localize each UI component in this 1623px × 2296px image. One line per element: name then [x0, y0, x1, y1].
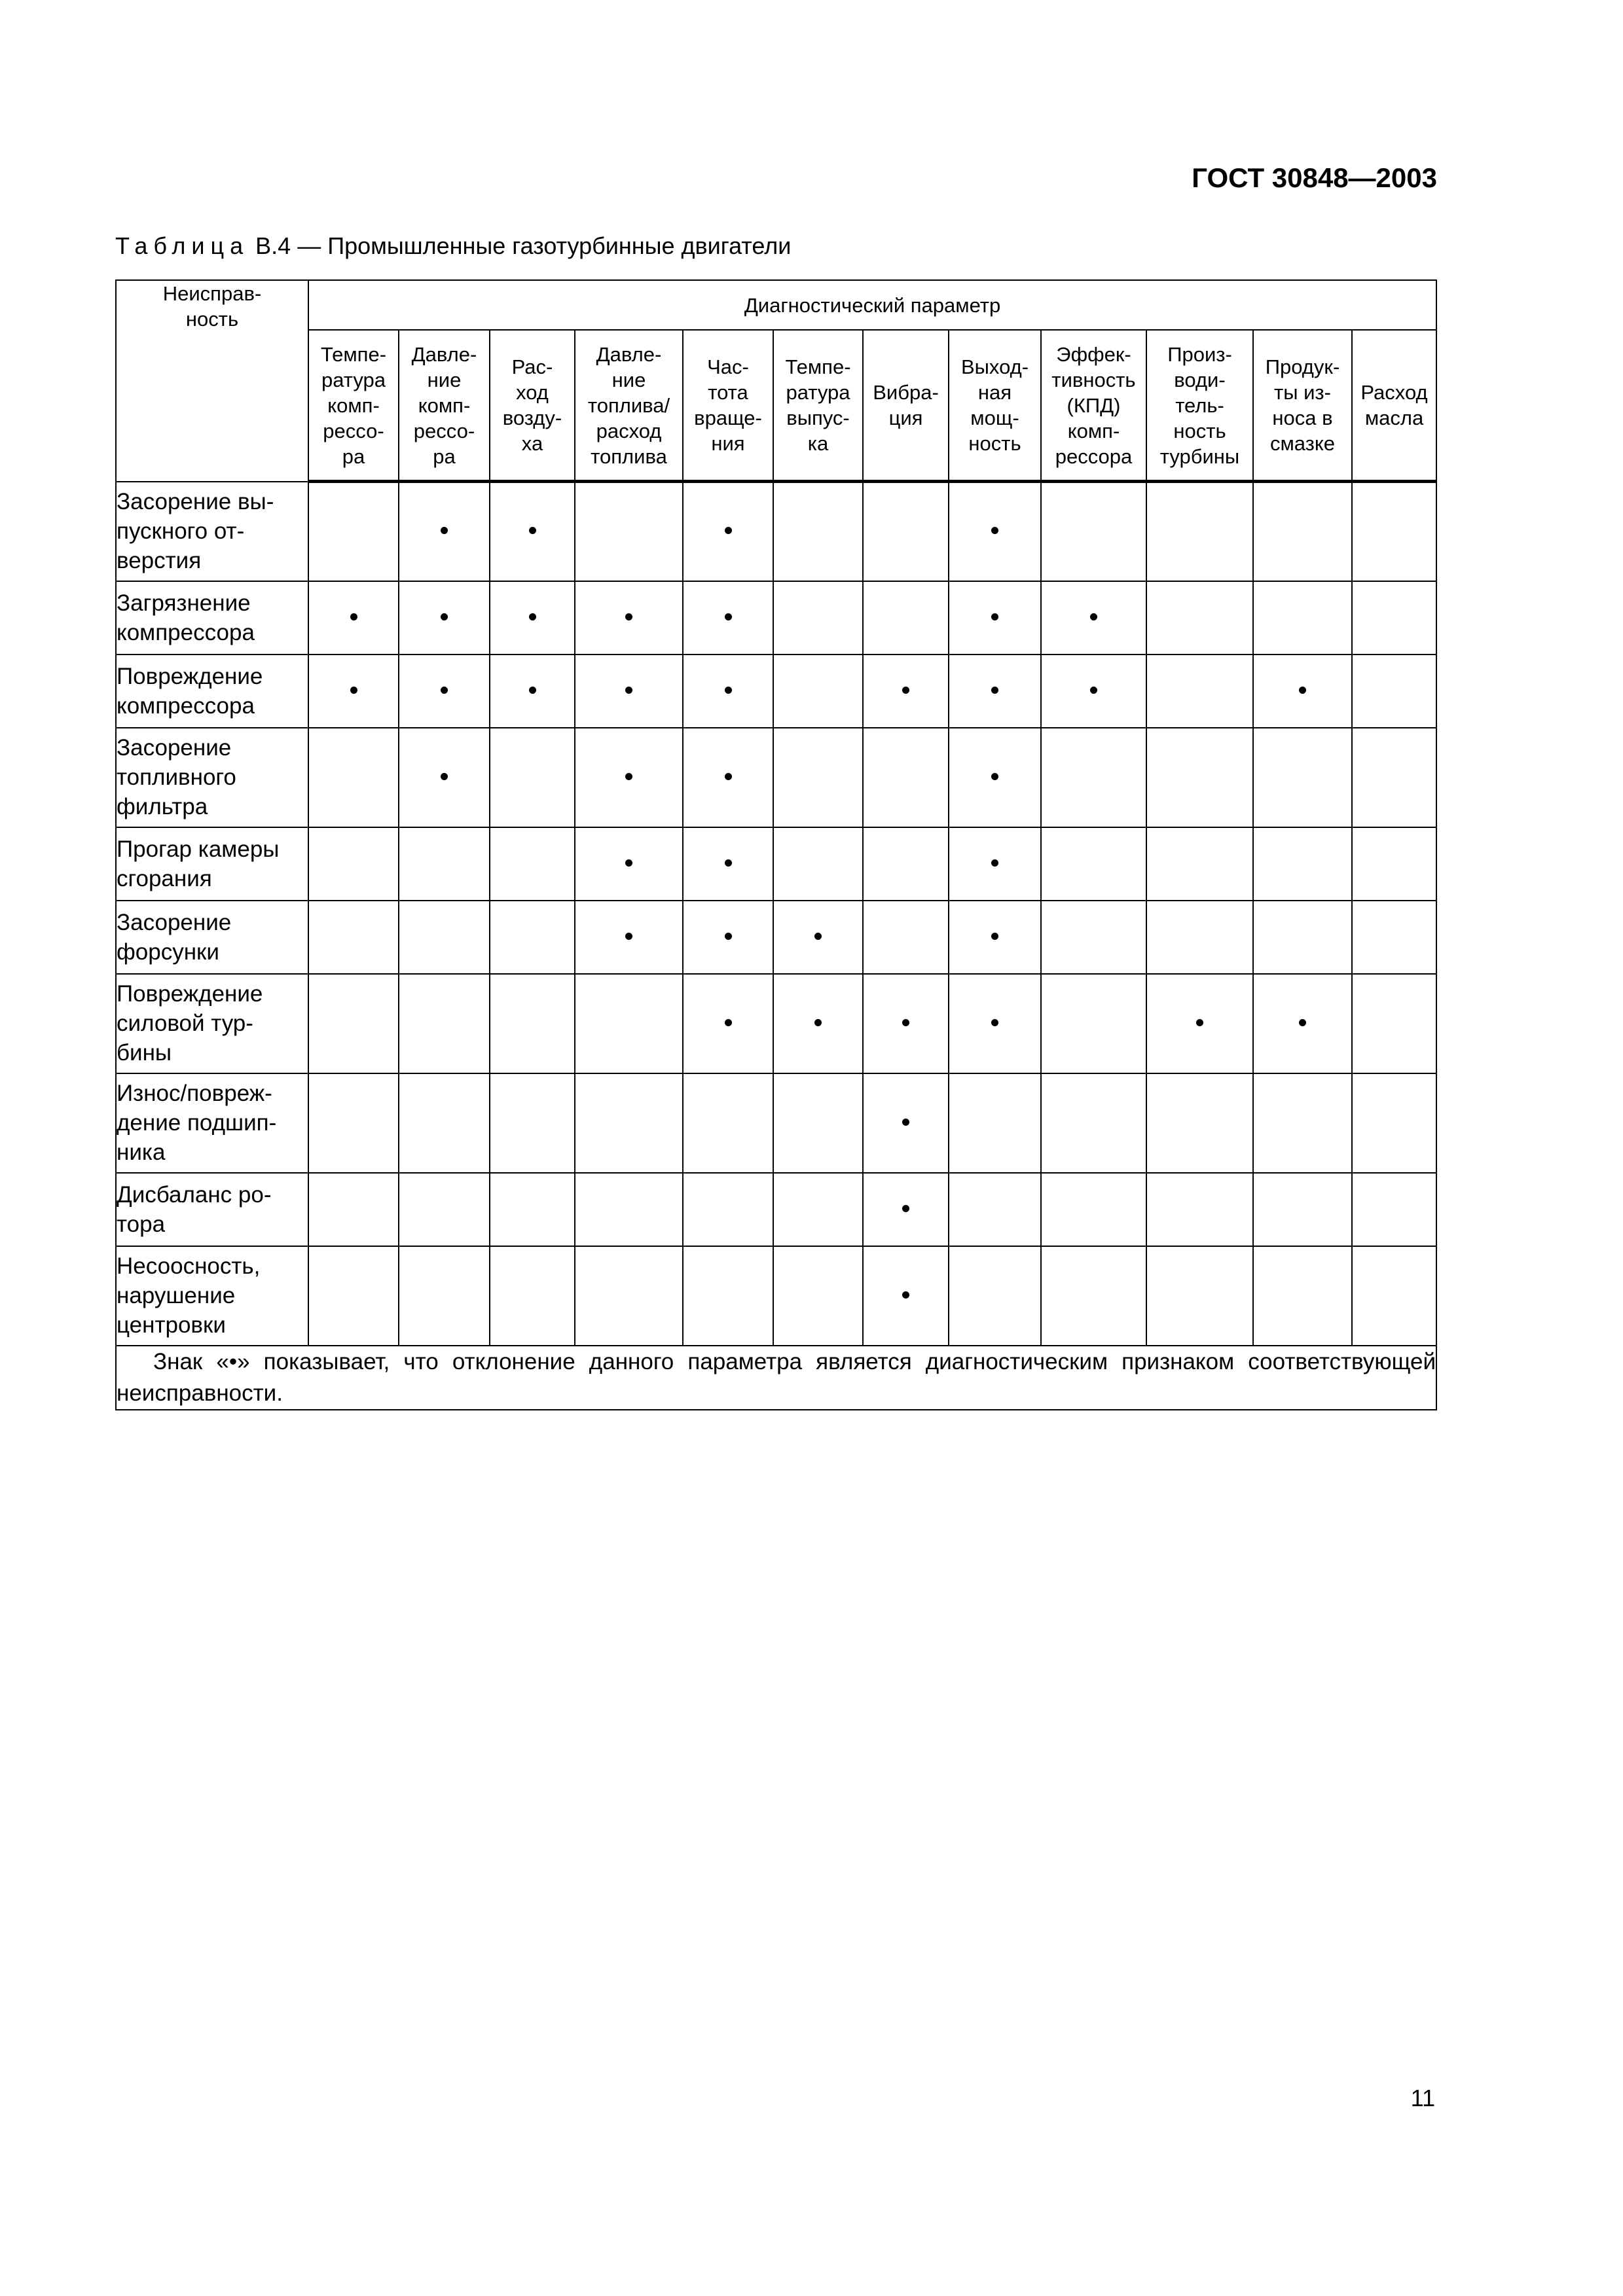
fault-label: Дисбаланс ро- тора — [116, 1173, 308, 1246]
mark-cell — [1352, 1173, 1436, 1246]
diagnostic-mark-dot — [814, 1019, 822, 1026]
diagnostic-mark-dot — [902, 1119, 909, 1126]
mark-cell — [683, 1246, 773, 1346]
fault-label: Засорение топливного фильтра — [116, 728, 308, 827]
mark-cell — [308, 1173, 399, 1246]
parameter-header: Давле- ние комп- рессо- ра — [399, 330, 490, 482]
fault-label: Несоосность, нарушение центровки — [116, 1246, 308, 1346]
mark-cell — [1352, 974, 1436, 1073]
diagnostic-mark-dot — [991, 933, 998, 940]
mark-cell — [1253, 728, 1352, 827]
mark-cell — [683, 974, 773, 1073]
note-text: Знак «•» показывает, что отклонение данного параметра является диагностическим признаком соответствующей неисправности. — [117, 1348, 1436, 1406]
mark-cell — [683, 728, 773, 827]
mark-cell — [575, 827, 683, 901]
diagnostic-mark-dot — [625, 613, 632, 620]
mark-cell — [773, 827, 863, 901]
mark-cell — [683, 482, 773, 581]
mark-cell — [773, 482, 863, 581]
diagnostic-mark-dot — [625, 859, 632, 867]
diagnostic-mark-dot — [1196, 1019, 1203, 1026]
mark-cell — [1146, 581, 1253, 655]
table-row — [116, 728, 1436, 827]
mark-cell — [399, 974, 490, 1073]
mark-cell — [575, 901, 683, 974]
mark-cell — [949, 827, 1041, 901]
diagnostic-mark-dot — [902, 1205, 909, 1212]
mark-cell — [773, 581, 863, 655]
table-caption — [115, 232, 791, 260]
mark-cell — [1352, 827, 1436, 901]
mark-cell — [1146, 1173, 1253, 1246]
mark-cell — [863, 901, 949, 974]
mark-cell — [1146, 482, 1253, 581]
parameter-header: Продук- ты из- носа в смазке — [1253, 330, 1352, 482]
mark-cell — [1041, 1246, 1146, 1346]
diagnostic-mark-dot — [1090, 687, 1097, 694]
diagnostic-mark-dot — [725, 933, 732, 940]
mark-cell — [1352, 482, 1436, 581]
mark-cell — [490, 1246, 575, 1346]
mark-cell — [1253, 1246, 1352, 1346]
mark-cell — [1352, 1246, 1436, 1346]
parameter-group-header: Диагностический параметр — [308, 280, 1436, 330]
diagnostic-mark-dot — [725, 527, 732, 534]
diagnostic-mark-dot — [625, 687, 632, 694]
diagnostic-mark-dot — [991, 613, 998, 620]
mark-cell — [949, 1173, 1041, 1246]
mark-cell — [1041, 581, 1146, 655]
diagnostic-mark-dot — [441, 687, 448, 694]
mark-cell — [683, 655, 773, 728]
mark-cell — [399, 1173, 490, 1246]
mark-cell — [949, 1073, 1041, 1173]
mark-cell — [1041, 901, 1146, 974]
diagnostic-mark-dot — [725, 687, 732, 694]
table-row — [116, 901, 1436, 974]
table-row — [116, 581, 1436, 655]
diagnostic-mark-dot — [441, 527, 448, 534]
mark-cell — [863, 581, 949, 655]
mark-cell — [863, 655, 949, 728]
mark-cell — [949, 901, 1041, 974]
mark-cell — [399, 901, 490, 974]
mark-cell — [308, 728, 399, 827]
mark-cell — [1146, 974, 1253, 1073]
mark-cell — [1253, 482, 1352, 581]
diagnostic-mark-dot — [529, 613, 536, 620]
mark-cell — [683, 901, 773, 974]
page-number: 11 — [1410, 2085, 1435, 2111]
mark-cell — [399, 1246, 490, 1346]
table-body — [116, 482, 1436, 1346]
parameter-header: Эффек- тивность (КПД) комп- рессора — [1041, 330, 1146, 482]
caption-title: В.4 — Промышленные газотурбинные двигатели — [249, 232, 792, 259]
mark-cell — [863, 1246, 949, 1346]
diagnostic-mark-dot — [991, 687, 998, 694]
mark-cell — [399, 728, 490, 827]
diagnostic-mark-dot — [814, 933, 822, 940]
mark-cell — [683, 1073, 773, 1173]
mark-cell — [1253, 827, 1352, 901]
mark-cell — [575, 1173, 683, 1246]
mark-cell — [308, 827, 399, 901]
mark-cell — [949, 1246, 1041, 1346]
mark-cell — [949, 728, 1041, 827]
standard-code: ГОСТ 30848—2003 — [1192, 162, 1437, 193]
mark-cell — [773, 901, 863, 974]
mark-cell — [773, 728, 863, 827]
diagnostic-mark-dot — [529, 687, 536, 694]
fault-column-header: Неисправ- ность — [116, 280, 308, 482]
mark-cell — [949, 655, 1041, 728]
mark-cell — [773, 974, 863, 1073]
mark-cell — [575, 728, 683, 827]
table-row — [116, 1173, 1436, 1246]
mark-cell — [683, 1173, 773, 1246]
mark-cell — [490, 482, 575, 581]
diagnostic-mark-dot — [902, 1019, 909, 1026]
mark-cell — [683, 827, 773, 901]
mark-cell — [308, 974, 399, 1073]
mark-cell — [308, 581, 399, 655]
mark-cell — [399, 482, 490, 581]
mark-cell — [949, 482, 1041, 581]
mark-cell — [575, 1073, 683, 1173]
parameter-header: Произ- води- тель- ность турбины — [1146, 330, 1253, 482]
parameter-header-row — [116, 330, 1436, 482]
mark-cell — [490, 581, 575, 655]
mark-cell — [399, 581, 490, 655]
mark-cell — [399, 655, 490, 728]
caption-prefix: Таблица — [115, 232, 249, 259]
mark-cell — [1352, 655, 1436, 728]
diagnostic-mark-dot — [441, 613, 448, 620]
mark-cell — [773, 1246, 863, 1346]
parameter-header: Рас- ход возду- ха — [490, 330, 575, 482]
mark-cell — [575, 655, 683, 728]
mark-cell — [1253, 1173, 1352, 1246]
fault-label: Износ/повреж- дение подшип- ника — [116, 1073, 308, 1173]
mark-cell — [949, 581, 1041, 655]
mark-cell — [490, 728, 575, 827]
mark-cell — [1146, 728, 1253, 827]
diagnostic-mark-dot — [1299, 687, 1306, 694]
table-row — [116, 1246, 1436, 1346]
mark-cell — [575, 581, 683, 655]
mark-cell — [575, 482, 683, 581]
diagnostic-mark-dot — [441, 773, 448, 780]
diagnostic-mark-dot — [991, 1019, 998, 1026]
parameter-header: Давле- ние топлива/ расход топлива — [575, 330, 683, 482]
mark-cell — [308, 1246, 399, 1346]
fault-label: Прогар камеры сгорания — [116, 827, 308, 901]
mark-cell — [949, 974, 1041, 1073]
mark-cell — [773, 1173, 863, 1246]
diagnostic-mark-dot — [991, 859, 998, 867]
mark-cell — [490, 655, 575, 728]
mark-cell — [1352, 901, 1436, 974]
parameter-header: Выход- ная мощ- ность — [949, 330, 1041, 482]
mark-cell — [490, 1073, 575, 1173]
diagnostic-mark-dot — [991, 527, 998, 534]
mark-cell — [308, 655, 399, 728]
mark-cell — [575, 1246, 683, 1346]
diagnostic-mark-dot — [902, 687, 909, 694]
mark-cell — [863, 1073, 949, 1173]
mark-cell — [399, 827, 490, 901]
mark-cell — [1041, 1173, 1146, 1246]
mark-cell — [490, 974, 575, 1073]
mark-cell — [1041, 655, 1146, 728]
mark-cell — [1041, 827, 1146, 901]
mark-cell — [575, 974, 683, 1073]
mark-cell — [1352, 581, 1436, 655]
mark-cell — [863, 482, 949, 581]
mark-cell — [490, 901, 575, 974]
fault-label: Засорение вы- пускного от- верстия — [116, 482, 308, 581]
mark-cell — [773, 655, 863, 728]
diagnostic-mark-dot — [991, 773, 998, 780]
mark-cell — [863, 1173, 949, 1246]
mark-cell — [399, 1073, 490, 1173]
diagnostic-mark-dot — [725, 773, 732, 780]
table-row — [116, 655, 1436, 728]
mark-cell — [1041, 1073, 1146, 1173]
mark-cell — [1146, 827, 1253, 901]
diagnostic-mark-dot — [902, 1291, 909, 1299]
mark-cell — [1253, 901, 1352, 974]
mark-cell — [1146, 901, 1253, 974]
mark-cell — [1352, 1073, 1436, 1173]
fault-label: Загрязнение компрессора — [116, 581, 308, 655]
parameter-header: Темпе- ратура выпус- ка — [773, 330, 863, 482]
mark-cell — [1253, 581, 1352, 655]
fault-label: Повреждение компрессора — [116, 655, 308, 728]
parameter-header: Час- тота враще- ния — [683, 330, 773, 482]
diagnostic-mark-dot — [625, 773, 632, 780]
mark-cell — [1041, 974, 1146, 1073]
diagnostic-mark-dot — [725, 859, 732, 867]
parameter-header: Темпе- ратура комп- рессо- ра — [308, 330, 399, 482]
table-row — [116, 1073, 1436, 1173]
fault-label: Засорение форсунки — [116, 901, 308, 974]
mark-cell — [1253, 655, 1352, 728]
fault-label: Повреждение силовой тур- бины — [116, 974, 308, 1073]
mark-cell — [863, 728, 949, 827]
mark-cell — [1041, 482, 1146, 581]
diagnostic-mark-dot — [725, 1019, 732, 1026]
table-row — [116, 482, 1436, 581]
mark-cell — [308, 901, 399, 974]
mark-cell — [490, 827, 575, 901]
parameter-header: Расход масла — [1352, 330, 1436, 482]
mark-cell — [1146, 655, 1253, 728]
mark-cell — [308, 1073, 399, 1173]
mark-cell — [1146, 1246, 1253, 1346]
diagnostic-mark-dot — [529, 527, 536, 534]
mark-cell — [1041, 728, 1146, 827]
mark-cell — [863, 974, 949, 1073]
mark-cell — [773, 1073, 863, 1173]
mark-cell — [308, 482, 399, 581]
diagnostic-mark-dot — [1299, 1019, 1306, 1026]
diagnostic-mark-dot — [350, 687, 357, 694]
table-note — [116, 1346, 1436, 1410]
diagnostic-mark-dot — [350, 613, 357, 620]
diagnostic-mark-dot — [625, 933, 632, 940]
mark-cell — [1146, 1073, 1253, 1173]
mark-cell — [863, 827, 949, 901]
parameter-header: Вибра- ция — [863, 330, 949, 482]
mark-cell — [490, 1173, 575, 1246]
diagnostic-mark-dot — [1090, 613, 1097, 620]
mark-cell — [1253, 1073, 1352, 1173]
diagnostic-mark-dot — [725, 613, 732, 620]
mark-cell — [683, 581, 773, 655]
mark-cell — [1253, 974, 1352, 1073]
table-row — [116, 827, 1436, 901]
table-row — [116, 974, 1436, 1073]
diagnostic-table — [115, 279, 1437, 1410]
mark-cell — [1352, 728, 1436, 827]
